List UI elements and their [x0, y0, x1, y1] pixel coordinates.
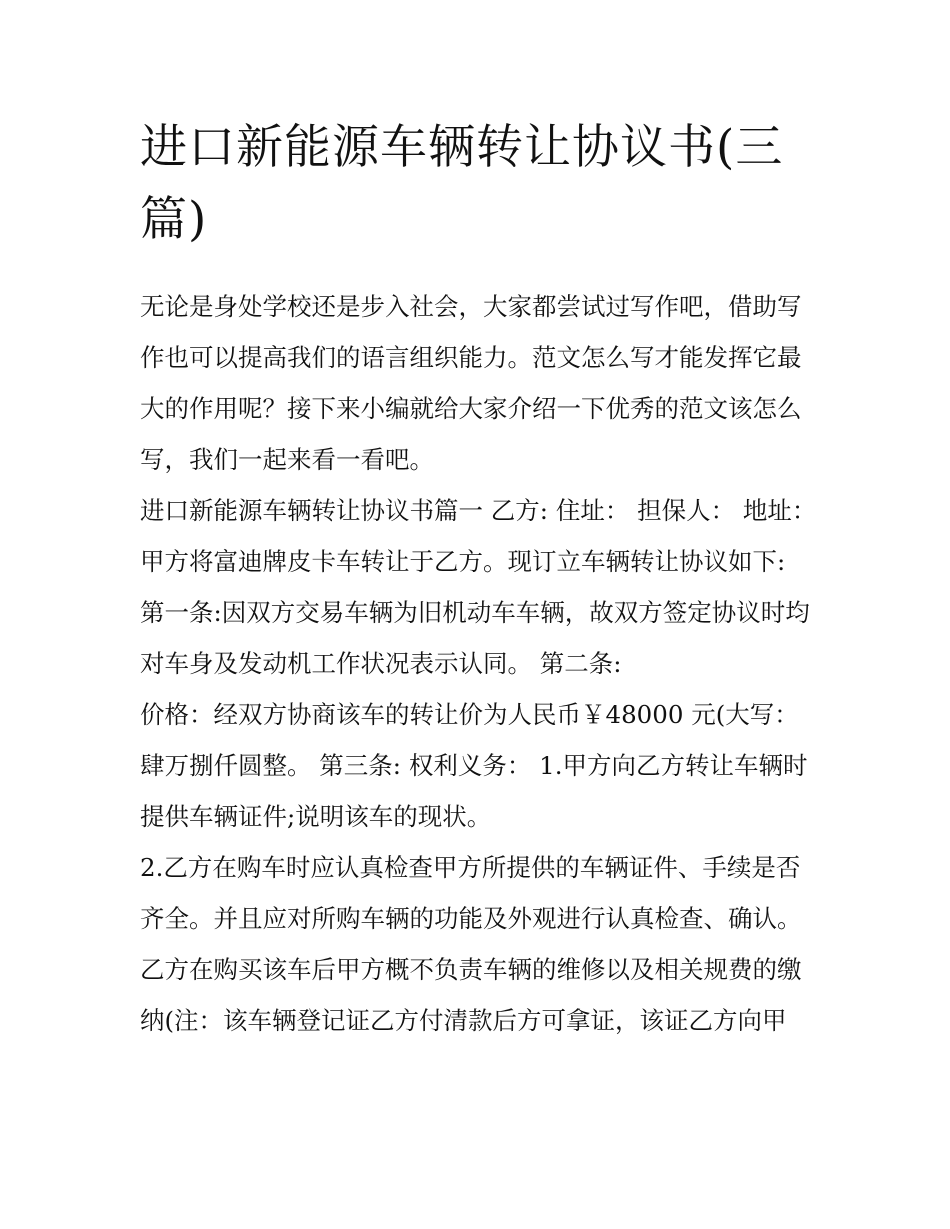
document-title: 进口新能源车辆转让协议书(三篇) [140, 120, 784, 247]
paragraph-intro: 无论是身处学校还是步入社会，大家都尝试过写作吧，借助写作也可以提高我们的语言组织能力。范文怎么写才能发挥它最大的作用呢？接下来小编就给大家介绍一下优秀的范文该怎么写，我们一起来看一看吧。 [140, 292, 802, 474]
paragraph-article-1: 第一条:因双方交易车辆为旧机动车车辆，故双方签定协议时均对车身及发动机工作状况表示认同。 第二条: [140, 598, 810, 678]
paragraph-obligations: 2.乙方在购车时应认真检查甲方所提供的车辆证件、手续是否齐全。并且应对所购车辆的功能及外观进行认真检查、确认。乙方在购买该车后甲方概不负责车辆的维修以及相关规费的缴纳(注：该车辆登记证乙方付清款后方可拿证，该证乙方向甲 [140, 853, 802, 1035]
paragraph-parties: 进口新能源车辆转让协议书篇一 乙方: 住址： 担保人： 地址： 甲方将富迪牌皮卡车转让于乙方。现订立车辆转让协议如下: [140, 496, 817, 576]
document-body [140, 281, 820, 1046]
paragraph-price: 价格：经双方协商该车的转让价为人民币￥48000 元(大写：肆万捌仟圆整。 第三条: 权利义务： 1.甲方向乙方转让车辆时提供车辆证件;说明该车的现状。 [140, 700, 808, 831]
